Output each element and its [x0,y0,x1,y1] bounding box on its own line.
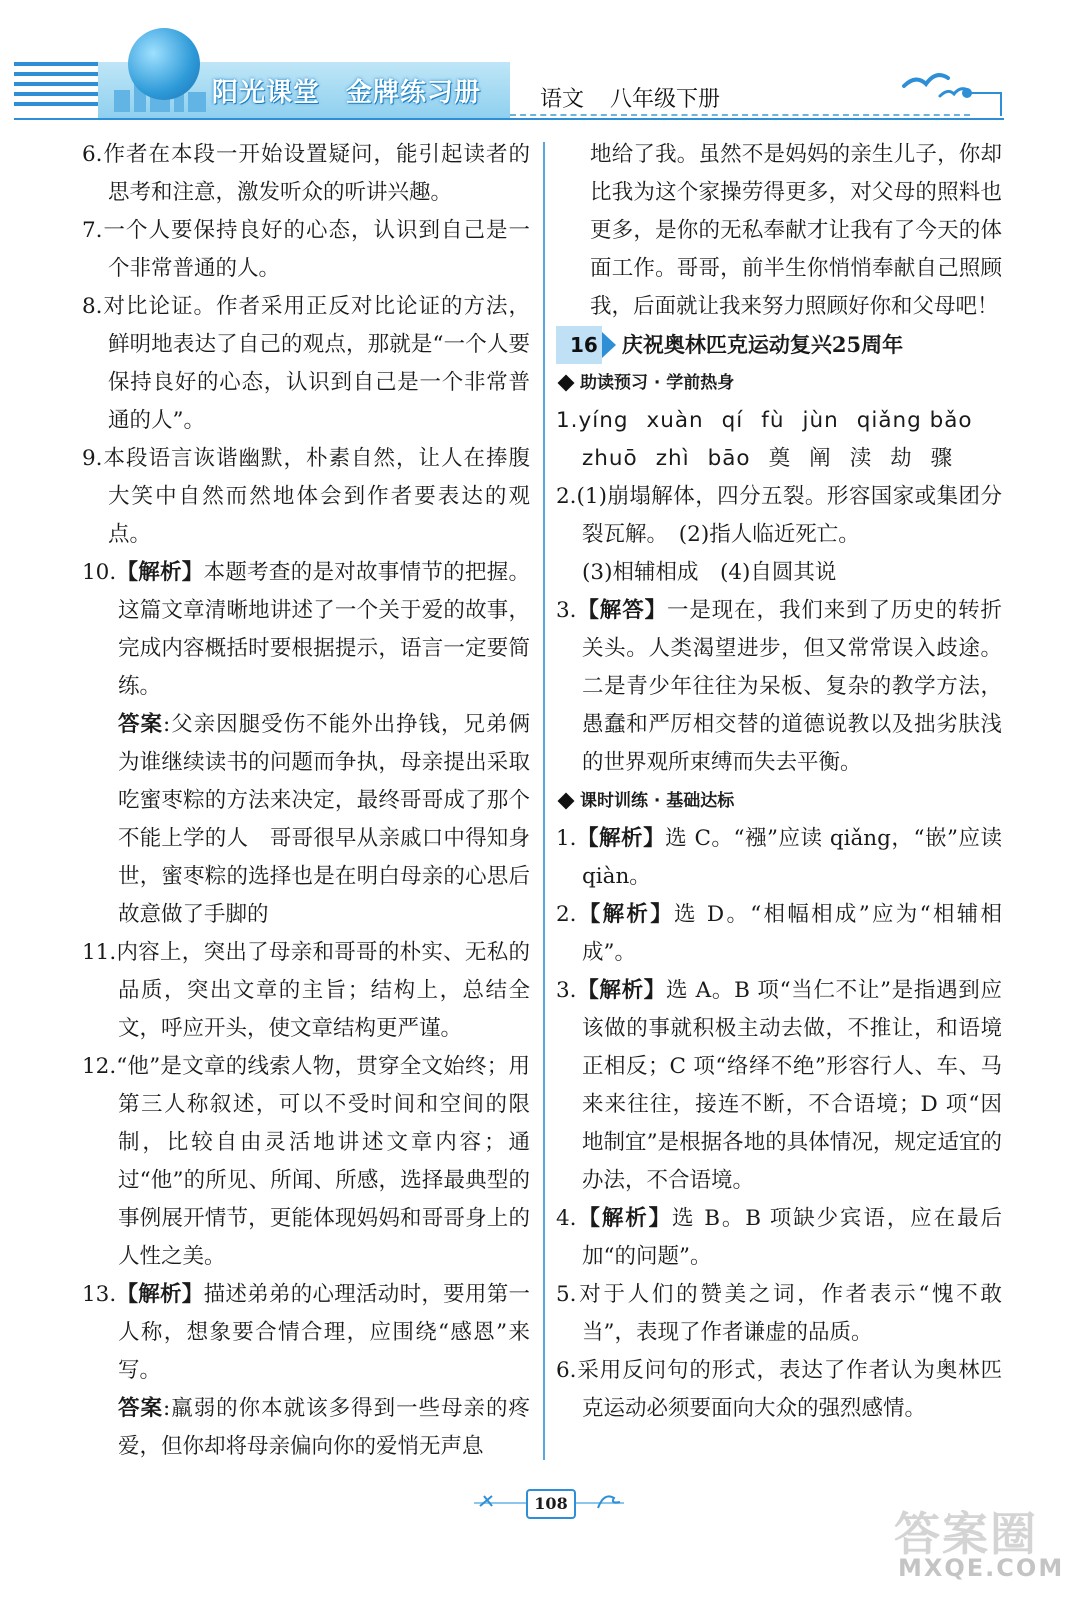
arrow-icon [602,332,616,358]
preview-item-1-row2 [556,440,1002,478]
preview-item-2: 2.(1)崩塌解体，四分五裂。形容国家或集团分裂瓦解。 (2)指人临近死亡。 [556,484,1002,547]
section-bar-label: 助读预习 · 学前热身 [580,373,735,393]
item-number: 1. [556,826,577,851]
practice-item-1 [556,820,1002,896]
header-dashed-rule [510,114,970,116]
char-token: 骤 [930,446,954,471]
analysis-text: 选 B。B 项缺少宾语，应在最后加“的问题”。 [582,1206,1002,1269]
item-number: 4. [556,1206,577,1231]
analysis-tag: 【解析】 [576,1206,673,1231]
answer-tag: 【解答】 [576,598,667,623]
diamond-icon [558,375,575,392]
answer-item-9: 9.本段语言诙谐幽默，朴素自然，让人在捧腹大笑中自然而然地体会到作者要表达的观点。 [82,446,530,547]
section-bar-label: 课时训练 · 基础达标 [580,791,735,811]
lesson-number: 16 [556,326,602,364]
answer-13-continuation: 地给了我。虽然不是妈妈的亲生儿子，你却比我为这个家操劳得更多，对父母的照料也更多，是你的无私奉献才让我有了今天的体面工作。哥哥，前半生你悄悄奉献自己照顾我，后面就让我来努力照顾好你和父母吧！ [590,142,1002,319]
preview-item-2-cont: (3)相辅相成 (4)自圆其说 [582,560,837,585]
series-brand [212,72,481,109]
analysis-text: 选 A。B 项“当仁不让”是指遇到应该做的事就积极主动去做，不推让，和语境正相反；C 项“络绎不绝”形容行人、车、马来来往往，接连不断，不合语境；D 项“因地制宜”是根据各地的具体情况，规定适宜的办法，不合语境。 [582,978,1002,1193]
page-header [0,0,1090,130]
pinyin-token: zhì [655,446,690,471]
item-number: 13. [82,1282,117,1307]
answer-label: 答案 [118,1396,163,1421]
answer-item-10 [82,554,530,706]
analysis-text: 选 D。“相幅相成”应为“相辅相成”。 [582,902,1002,965]
analysis-text: 本题考查的是对故事情节的把握。这篇文章清晰地讲述了一个关于爱的故事，完成内容概括时要根据提示，语言一定要简练。 [118,560,530,699]
grade-label: 八年级下册 [610,87,721,112]
practice-item-2 [556,896,1002,972]
answer-item-13 [82,1276,530,1390]
lesson-title [556,326,1002,364]
char-token: 奠 [768,446,792,471]
pinyin-token: qí [721,408,744,433]
lesson-title-text: 庆祝奥林匹克运动复兴25周年 [621,332,904,357]
item-number: 2. [556,902,577,927]
header-corner-frame [968,92,1002,116]
item-number: 3. [556,598,577,623]
practice-item-6: 6.采用反问句的形式，表达了作者认为奥林匹克运动必须要面向大众的强烈感情。 [556,1358,1002,1421]
watermark-url: MXQE.COM [898,1554,1065,1582]
diamond-icon [558,793,575,810]
pinyin-token: qiǎng bǎo [856,408,973,433]
analysis-tag: 【解析】 [576,826,666,851]
answer-item-6: 6.作者在本段一开始设置疑问，能引起读者的思考和注意，激发听众的听讲兴趣。 [82,142,530,205]
pinyin-token: jùn [802,408,839,433]
answer-item-8: 8.对比论证。作者采用正反对比论证的方法，鲜明地表达了自己的观点，那就是“一个人要保持良好的心态，认识到自己是一个非常普通的人”。 [82,294,530,433]
preview-item-3 [556,592,1002,782]
practice-item-5: 5.对于人们的赞美之词，作者表示“愧不敢当”，表现了作者谦虚的品质。 [556,1282,1002,1345]
left-column [82,136,530,1466]
analysis-tag: 【解析】 [576,902,674,927]
char-token: 阐 [809,446,832,471]
pinyin-token: xuàn [646,408,704,433]
answer-item-12: 12.“他”是文章的线索人物，贯穿全文始终；用第三人称叙述，可以不受时间和空间的限制，比较自由灵活地讲述文章内容；通过“他”的所见、所闻、所感，选择最典型的事例展开情节，更能体现妈妈和哥哥身上的人性之美。 [82,1054,530,1269]
answer-text: :父亲因腿受伤不能外出挣钱，兄弟俩为谁继续读书的问题而争执，母亲提出采取吃蜜枣粽的方法来决定，最终哥哥成了那个不能上学的人 哥哥很早从亲戚口中得知身世，蜜枣粽的选择也是在明白母亲的心思后故意做了手脚的 [118,712,530,927]
header-rule [14,118,1004,120]
pinyin-token: bāo [707,446,751,471]
analysis-tag: 【解析】 [576,978,666,1003]
pinyin-token: fù [761,408,785,433]
pinyin-token: zhuō [582,446,638,471]
answer-item-13-answer [82,1390,530,1466]
answer-text: 一是现在，我们来到了历史的转折关头。人类渴望进步，但又常常误入歧途。二是青少年往往为呆板、复杂的教学方法，愚蠢和严厉相交替的道德说教以及拙劣肤浅的世界观所束缚而失去平衡。 [582,598,1002,775]
practice-item-4 [556,1200,1002,1276]
answer-label: 答案 [118,712,163,737]
column-divider [543,142,545,1460]
page-number: 108 [526,1489,576,1519]
preview-item-1-row1 [556,402,1002,440]
char-token: 渎 [849,446,873,471]
practice-item-3 [556,972,1002,1200]
item-number: 3. [556,978,577,1003]
section-bar-practice [556,782,1002,820]
pinyin-token: 1.yíng [556,408,629,433]
answer-text: :羸弱的你本就该多得到一些母亲的疼爱，但你却将母亲偏向你的爱悄无声息 [118,1396,530,1459]
book-subject [540,82,720,113]
header-stripes [14,62,98,120]
subject-label: 语文 [540,87,585,112]
answer-item-7: 7.一个人要保持良好的心态，认识到自己是一个非常普通的人。 [82,218,530,281]
analysis-tag: 【解析】 [116,1282,204,1307]
answer-item-10-answer [82,706,530,934]
watermark-logo [894,1498,1064,1588]
analysis-text: 描述弟弟的心理活动时，要用第一人称，想象要合情合理，应围绕“感恩”来写。 [118,1282,530,1383]
right-column [556,136,1002,1428]
section-bar-preview [556,364,1002,402]
answer-item-11: 11.内容上，突出了母亲和哥哥的朴实、无私的品质，突出文章的主旨；结构上，总结全文，呼应开头，使文章结构更严谨。 [82,940,530,1041]
char-token: 劫 [890,446,913,471]
brand-name-1: 阳光课堂 [212,78,321,108]
brand-name-2: 金牌练习册 [346,78,482,108]
analysis-text: 选 C。“襁”应读 qiǎng，“嵌”应读 qiàn。 [582,826,1002,889]
analysis-tag: 【解析】 [116,560,204,585]
globe-icon [128,28,200,100]
watermark-text: 答案圈 [894,1507,1038,1561]
item-number: 10. [82,560,117,585]
